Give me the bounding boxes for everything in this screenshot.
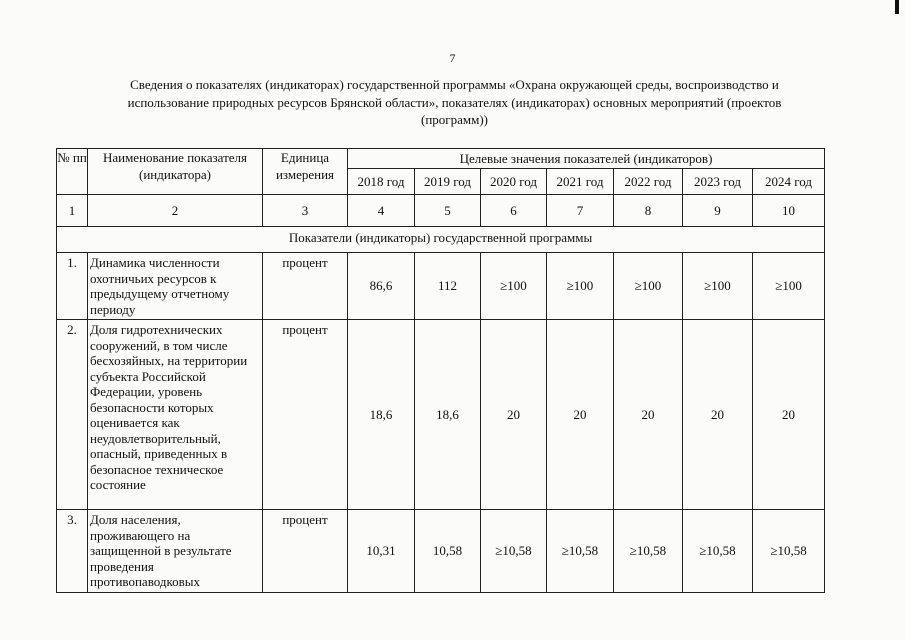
value-2024: ≥10,58 (753, 510, 825, 593)
indicator-name: Доля населения, проживающего на защищенной в результате проведения противопаводковых (88, 510, 263, 593)
page-number: 7 (449, 51, 456, 65)
value-2020: ≥10,58 (481, 510, 547, 593)
section-title: Показатели (индикаторы) государственной программы (57, 227, 825, 253)
unit-cell: процент (263, 253, 348, 320)
heading-line-3: (программ)) (421, 112, 488, 127)
value-2018: 86,6 (348, 253, 415, 320)
scan-artifact-mark (895, 0, 899, 14)
header-year: 2021 год (547, 169, 614, 195)
unit-cell: процент (263, 510, 348, 593)
column-number: 6 (481, 195, 547, 227)
row-number: 1. (57, 253, 88, 320)
heading-line-1: Сведения о показателях (индикаторах) государственной программы «Охрана окружающей среды, воспроизводство и (130, 77, 779, 92)
indicator-name: Динамика численности охотничьих ресурсов к предыдущему отчетному периоду (88, 253, 263, 320)
value-2019: 112 (415, 253, 481, 320)
value-2019: 18,6 (415, 320, 481, 510)
column-number: 8 (614, 195, 683, 227)
value-2023: 20 (683, 320, 753, 510)
document-heading (52, 76, 857, 129)
table-row (57, 320, 825, 510)
header-num: № пп (57, 149, 88, 195)
value-2020: 20 (481, 320, 547, 510)
value-2021: ≥100 (547, 253, 614, 320)
column-number: 10 (753, 195, 825, 227)
header-year: 2018 год (348, 169, 415, 195)
indicators-table (56, 148, 825, 593)
header-row-1 (57, 149, 825, 169)
indicator-name: Доля гидротехнических сооружений, в том числе бесхозяйных, на территории субъекта Российской Федерации, уровень безопасности которых оценивается как неудовлетворительный, опасный, приведенных в безопасное техническое состояние (88, 320, 263, 510)
column-number: 7 (547, 195, 614, 227)
value-2024: ≥100 (753, 253, 825, 320)
table-row (57, 253, 825, 320)
value-2022: ≥100 (614, 253, 683, 320)
header-year: 2023 год (683, 169, 753, 195)
value-2022: ≥10,58 (614, 510, 683, 593)
row-number: 3. (57, 510, 88, 593)
header-year: 2024 год (753, 169, 825, 195)
column-number: 2 (88, 195, 263, 227)
value-2021: 20 (547, 320, 614, 510)
value-2024: 20 (753, 320, 825, 510)
value-2018: 10,31 (348, 510, 415, 593)
section-row (57, 227, 825, 253)
header-targets: Целевые значения показателей (индикаторов) (348, 149, 825, 169)
column-number: 9 (683, 195, 753, 227)
value-2020: ≥100 (481, 253, 547, 320)
value-2019: 10,58 (415, 510, 481, 593)
column-number: 3 (263, 195, 348, 227)
column-number: 5 (415, 195, 481, 227)
header-year: 2019 год (415, 169, 481, 195)
value-2018: 18,6 (348, 320, 415, 510)
unit-cell: процент (263, 320, 348, 510)
value-2023: ≥10,58 (683, 510, 753, 593)
column-number: 4 (348, 195, 415, 227)
value-2021: ≥10,58 (547, 510, 614, 593)
header-year: 2020 год (481, 169, 547, 195)
column-number: 1 (57, 195, 88, 227)
header-name: Наименование показателя (индикатора) (88, 149, 263, 195)
row-number: 2. (57, 320, 88, 510)
value-2023: ≥100 (683, 253, 753, 320)
table-row (57, 510, 825, 593)
column-number-row (57, 195, 825, 227)
header-year: 2022 год (614, 169, 683, 195)
header-unit: Единица измерения (263, 149, 348, 195)
value-2022: 20 (614, 320, 683, 510)
heading-line-2: использование природных ресурсов Брянской области», показателях (индикаторах) основных мероприятий (проектов (127, 94, 782, 110)
